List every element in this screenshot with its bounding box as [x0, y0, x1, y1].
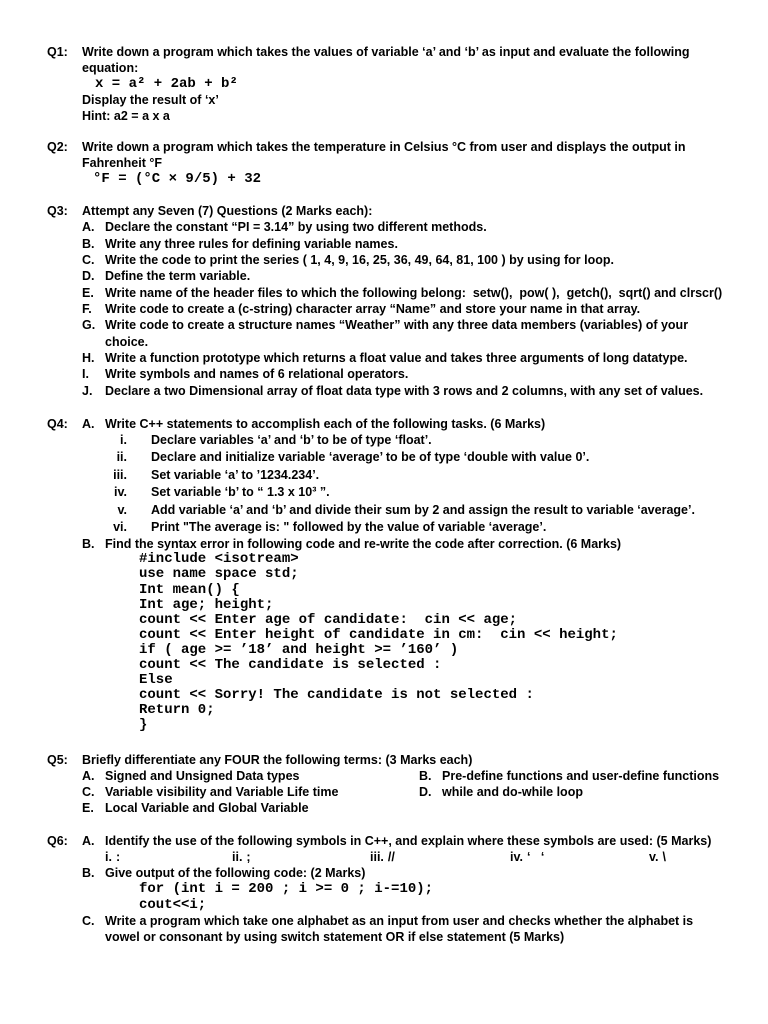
- question-text: Write down a program which takes the temperature in Celsius °C from user and displays the output in: [82, 140, 686, 154]
- question-intro: Briefly differentiate any FOUR the following terms: (3 Marks each): [82, 753, 473, 767]
- task-number: iv.: [114, 485, 127, 500]
- question-number: Q2:: [47, 140, 68, 154]
- item-text: Write code to create a (c-string) character array “Name” and store your name in that array.: [105, 301, 641, 316]
- code-line: use name space std;: [139, 566, 299, 583]
- item-text: Write any three rules for defining variable names.: [105, 236, 398, 251]
- symbol-item: [232, 849, 251, 865]
- item-letter: H.: [82, 351, 95, 366]
- task-list: [82, 432, 762, 536]
- symbols-list: [82, 849, 762, 865]
- sub-question-d: [82, 268, 762, 284]
- item-text: Pre-define functions and user-define functions: [442, 769, 720, 783]
- part-b-heading: [82, 536, 762, 552]
- question-number: Q1:: [47, 45, 68, 59]
- code-line: cout<<i;: [139, 897, 207, 913]
- symbol-number: i.: [105, 850, 112, 864]
- sub-question-b: [82, 236, 762, 252]
- symbol-value: ‘ ‘: [526, 850, 545, 864]
- part-c-heading: [82, 913, 762, 929]
- sub-question-g: [82, 317, 762, 333]
- question-number: Q6:: [47, 834, 68, 848]
- code-line: count << The candidate is selected :: [139, 657, 442, 673]
- task-text: Declare and initialize variable ‘average’ to be of type ‘double with value 0’.: [151, 450, 590, 465]
- task-number: i.: [120, 433, 127, 447]
- question-body: [82, 416, 762, 733]
- sub-question-h: [82, 350, 762, 366]
- item-text: while and do-while loop: [442, 785, 583, 799]
- item-letter: I.: [82, 367, 89, 382]
- part-a-heading: [82, 833, 762, 849]
- symbol-item: [649, 849, 666, 865]
- item-letter: A.: [82, 220, 95, 235]
- question-body: [82, 139, 762, 187]
- item-letter: D.: [82, 269, 95, 284]
- item-text: Signed and Unsigned Data types: [105, 769, 300, 783]
- symbol-value: //: [387, 850, 395, 864]
- sub-question-f: [82, 301, 762, 317]
- code-line: Int mean() {: [139, 581, 240, 598]
- item-letter: F.: [82, 301, 92, 316]
- question-text-continued: equation:: [82, 61, 139, 75]
- part-text-continued: vowel or consonant by using switch statement OR if else statement (5 Marks): [105, 930, 565, 944]
- code-line: Int age; height;: [139, 596, 274, 613]
- item-letter: D.: [419, 785, 432, 799]
- part-letter: A.: [82, 834, 95, 848]
- code-line: Else: [139, 672, 173, 689]
- item-letter: B.: [82, 236, 95, 251]
- sub-question-a: [82, 219, 762, 235]
- code-line: #include <isotream>: [139, 551, 299, 568]
- question-body: [82, 203, 762, 399]
- code-line: count << Sorry! The candidate is not selected :: [139, 687, 534, 704]
- item-text: Write symbols and names of 6 relational operators.: [105, 367, 409, 382]
- task-item: [82, 484, 762, 501]
- part-text: Write C++ statements to accomplish each of the following tasks. (6 Marks): [105, 417, 546, 431]
- part-c-continued: [82, 929, 762, 945]
- question-body: [82, 752, 762, 816]
- formula: °F = (°C × 9/5) + 32: [93, 171, 262, 187]
- sub-question-i: [82, 366, 762, 382]
- item-text-continued: choice.: [105, 334, 149, 349]
- sub-question-j: [82, 383, 762, 399]
- symbol-number: v.: [649, 850, 659, 864]
- code-line: for (int i = 200 ; i >= 0 ; i-=10);: [139, 881, 434, 897]
- question-body: [82, 833, 762, 945]
- symbol-value: \: [662, 850, 666, 864]
- symbol-number: ii.: [232, 850, 243, 864]
- task-item: [82, 432, 762, 449]
- code-line: }: [139, 717, 148, 734]
- question-number: Q4:: [47, 417, 68, 431]
- question-body: [82, 44, 762, 124]
- question-text-continued: Fahrenheit °F: [82, 156, 163, 170]
- task-number: iii.: [113, 467, 127, 482]
- code-line: count << Enter height of candidate in cm: cin << height;: [139, 626, 618, 643]
- terms-row: [82, 800, 762, 816]
- symbol-number: iv.: [510, 850, 523, 864]
- item-text: Variable visibility and Variable Life time: [105, 785, 339, 799]
- item-letter: C.: [82, 785, 95, 799]
- item-text: Local Variable and Global Variable: [105, 801, 309, 815]
- part-text: Identify the use of the following symbols in C++, and explain where these symbols are used: (5 Marks): [105, 834, 712, 848]
- terms-row: [82, 784, 762, 800]
- sub-question-e: [82, 285, 762, 301]
- terms-row: [82, 768, 762, 784]
- part-letter: C.: [82, 914, 95, 928]
- item-text: Write code to create a structure names “Weather” with any three data members (variables) of your: [105, 318, 689, 333]
- display-instruction: Display the result of ‘x’: [82, 93, 219, 107]
- part-b-heading: [82, 865, 762, 881]
- part-text: Write a program which take one alphabet as an input from user and checks whether the alphabet is: [105, 914, 694, 928]
- part-letter: B.: [82, 537, 95, 552]
- part-a-heading: [82, 416, 762, 432]
- hint: Hint: a2 = a x a: [82, 109, 170, 123]
- symbol-item: [510, 849, 544, 865]
- question-text: Write down a program which takes the values of variable ‘a’ and ‘b’ as input and evaluate the following: [82, 45, 690, 59]
- part-text: Give output of the following code: (2 Marks): [105, 866, 366, 880]
- equation: x = a² + 2ab + b²: [95, 76, 238, 92]
- item-letter: A.: [82, 769, 95, 783]
- item-text: Declare the constant “PI = 3.14” by using two different methods.: [105, 220, 487, 235]
- code-line: if ( age >= ’18’ and height >= ’160’ ): [139, 641, 459, 658]
- code-line: Return 0;: [139, 702, 215, 719]
- item-letter: B.: [419, 769, 432, 783]
- item-text: Write a function prototype which returns a float value and takes three arguments of long datatype.: [105, 351, 688, 366]
- symbol-item: [105, 849, 120, 865]
- task-text: Add variable ‘a’ and ‘b’ and divide their sum by 2 and assign the result to variable ‘average’.: [151, 502, 695, 517]
- symbol-value: ;: [246, 850, 251, 864]
- sub-question-g-continued: [82, 334, 762, 350]
- task-text: Print "The average is: " followed by the value of variable ‘average’.: [151, 519, 547, 534]
- item-letter: C.: [82, 252, 95, 267]
- item-letter: J.: [82, 383, 93, 398]
- code-block: [82, 881, 762, 913]
- item-letter: E.: [82, 801, 94, 815]
- item-text: Define the term variable.: [105, 269, 251, 284]
- task-text: Declare variables ‘a’ and ‘b’ to be of type ‘float’.: [151, 433, 432, 447]
- question-number: Q3:: [47, 203, 68, 218]
- item-text: Declare a two Dimensional array of float data type with 3 rows and 2 columns, with any set of values.: [105, 383, 704, 398]
- code-block: [82, 552, 762, 733]
- task-item: [82, 502, 762, 519]
- task-number: ii.: [116, 450, 127, 465]
- symbol-number: iii.: [370, 850, 384, 864]
- item-letter: E.: [82, 285, 94, 300]
- part-letter: A.: [82, 417, 95, 431]
- item-text: Write the code to print the series ( 1, 4, 9, 16, 25, 36, 49, 64, 81, 100 ) by using for loop.: [105, 252, 614, 267]
- symbol-item: [370, 849, 395, 865]
- part-text: Find the syntax error in following code and re-write the code after correction. (6 Marks): [105, 537, 622, 552]
- item-letter: G.: [82, 318, 96, 333]
- question-intro: Attempt any Seven (7) Questions (2 Marks each):: [82, 203, 373, 218]
- task-item: [82, 519, 762, 536]
- task-number: v.: [117, 502, 127, 517]
- task-text: Set variable ‘b’ to “ 1.3 x 10³ ”.: [151, 485, 330, 500]
- part-letter: B.: [82, 866, 95, 880]
- question-number: Q5:: [47, 753, 68, 767]
- task-item: [82, 449, 762, 466]
- sub-question-c: [82, 252, 762, 268]
- symbol-value: :: [115, 850, 121, 864]
- item-text: Write name of the header files to which the following belong: setw(), pow( ), getch(), sqrt() and clrscr(): [105, 285, 723, 300]
- task-number: vi.: [113, 519, 127, 534]
- task-text: Set variable ‘a’ to ’1234.234’.: [151, 467, 320, 482]
- code-line: count << Enter age of candidate: cin << age;: [139, 611, 518, 628]
- task-item: [82, 467, 762, 484]
